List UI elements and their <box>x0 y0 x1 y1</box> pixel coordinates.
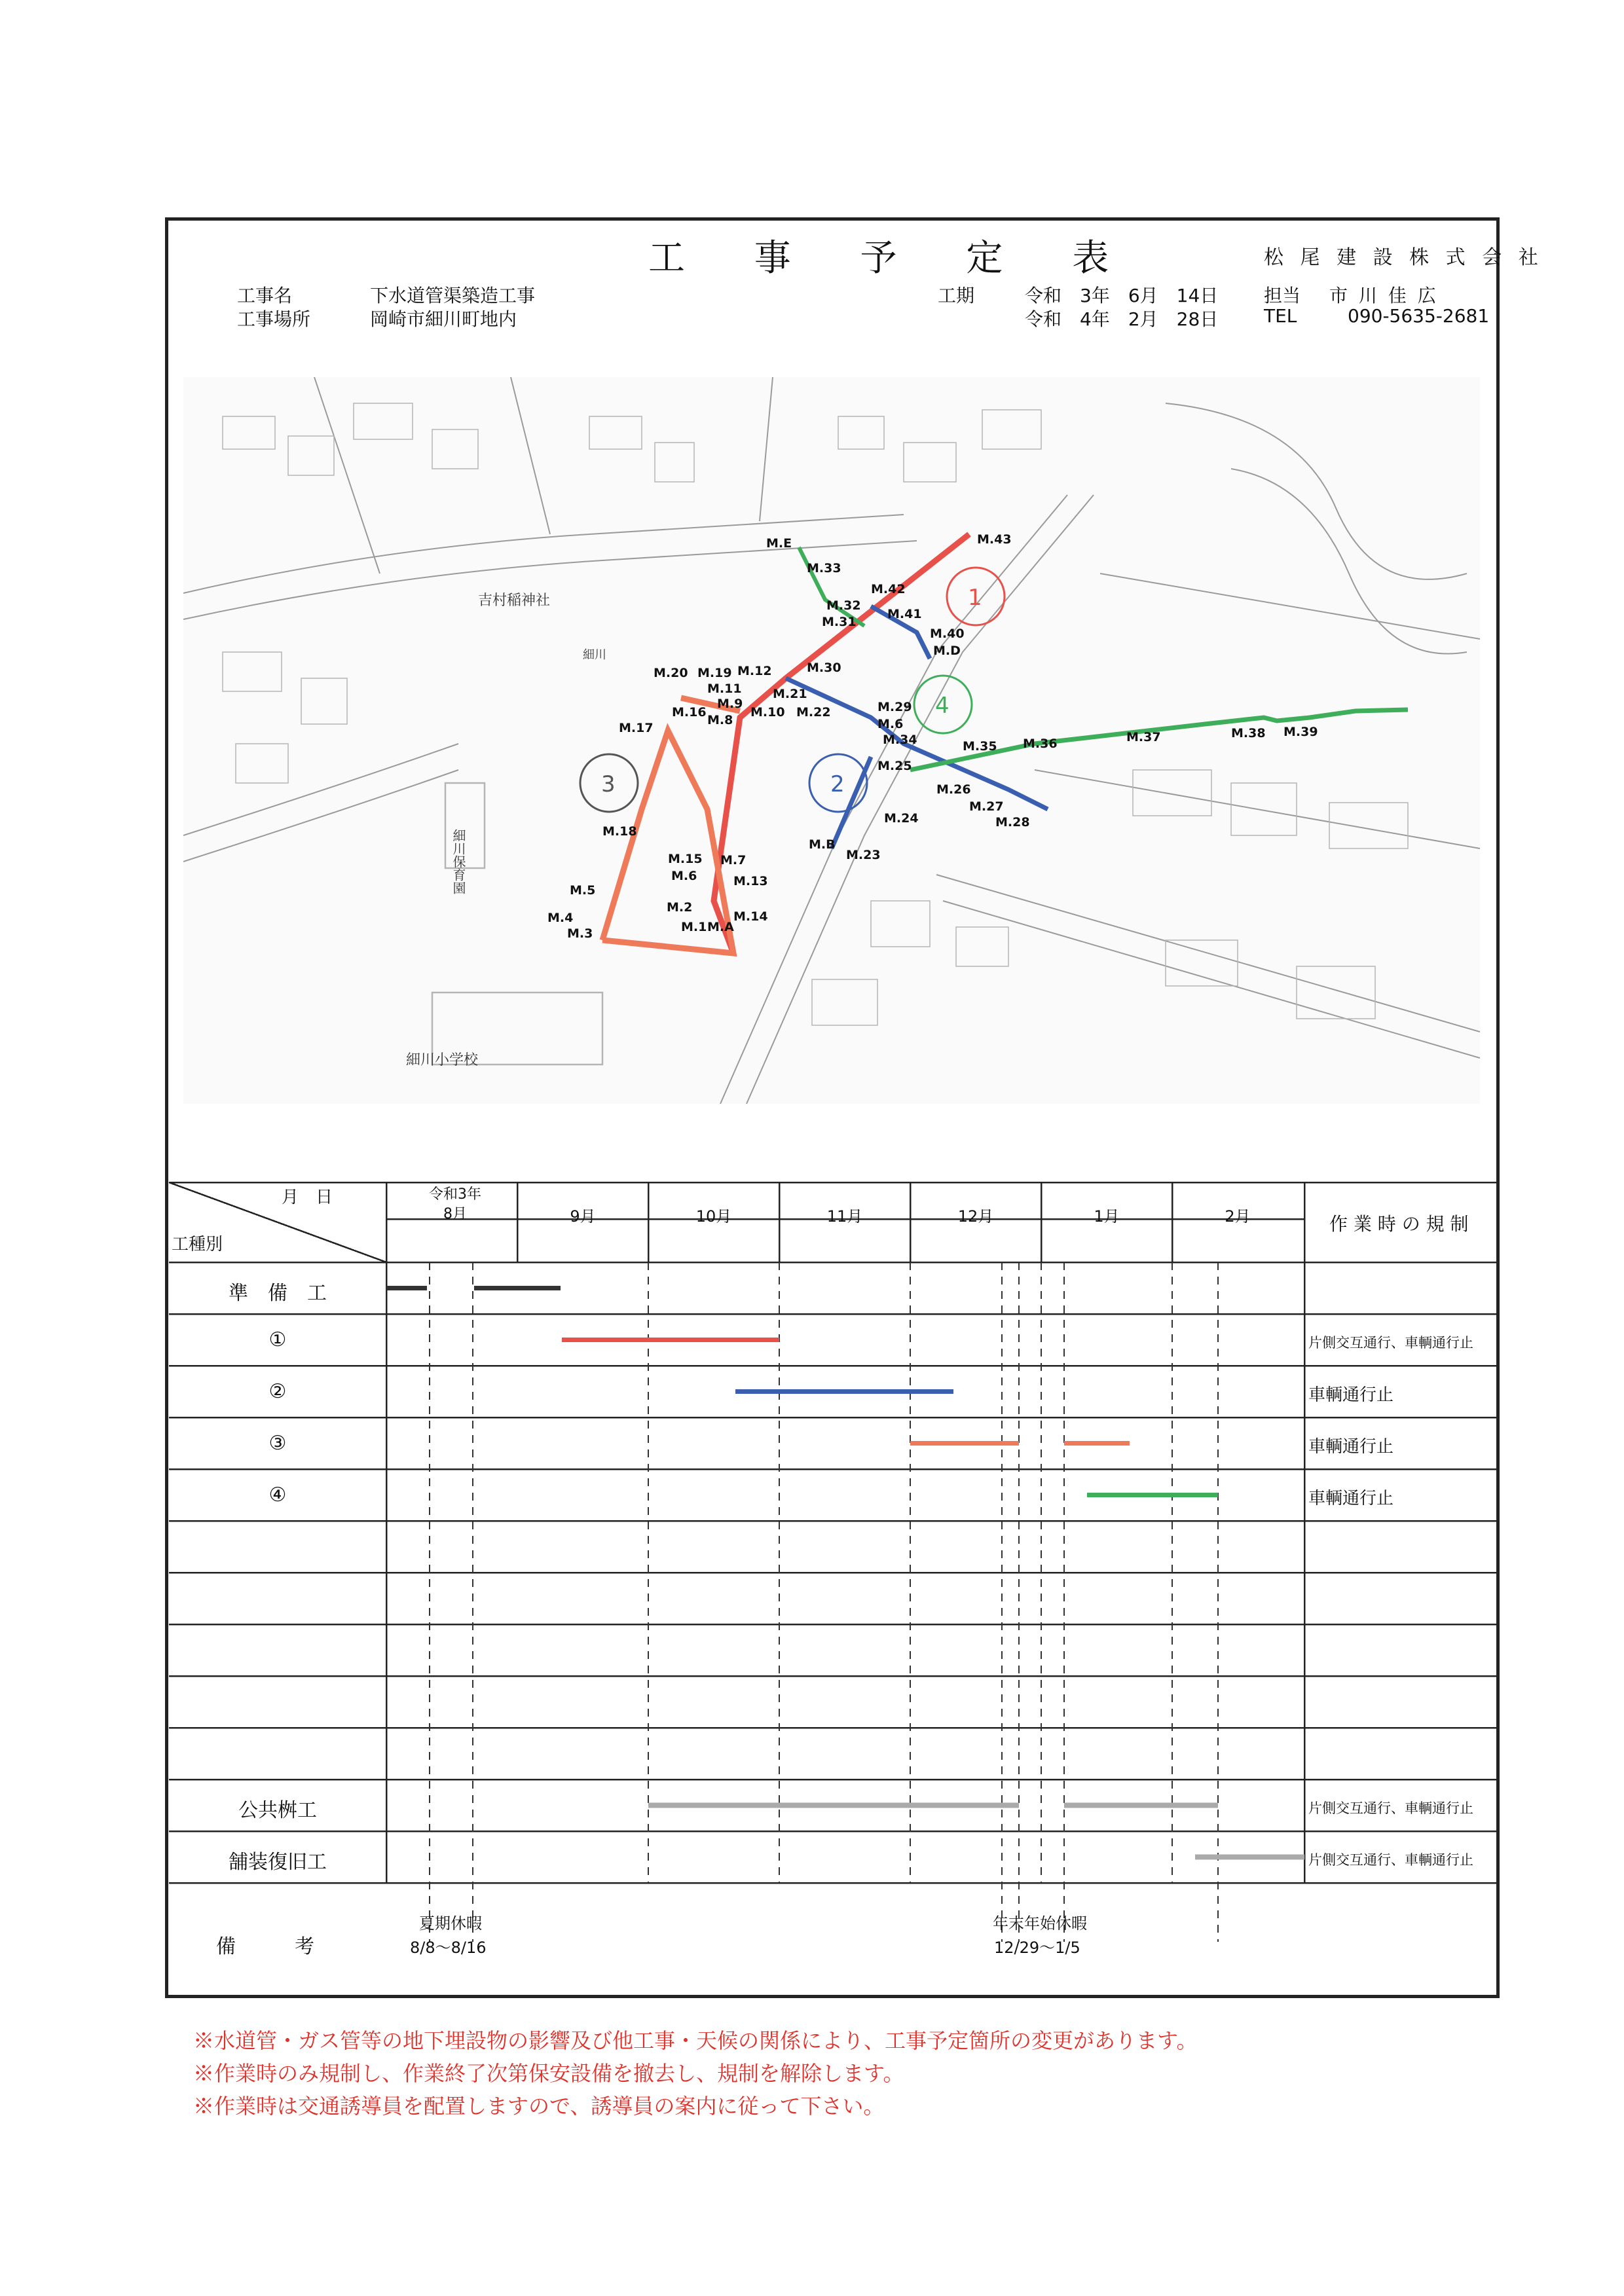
manhole-label: M.31 <box>822 615 857 629</box>
manhole-label: M.25 <box>877 759 912 773</box>
manhole-label: M.23 <box>846 848 881 862</box>
company-name: 松 尾 建 設 株 式 会 社 <box>1264 246 1543 269</box>
note-2: ※作業時のみ規制し、作業終了次第保安設備を撤去し、規制を解除します。 <box>193 2061 904 2086</box>
header-rules: 作 業 時 の 規 制 <box>1329 1213 1469 1235</box>
manhole-label: M.21 <box>773 687 807 701</box>
remark-newyear-dates: 12/29～1/5 <box>994 1939 1080 1957</box>
row-label: 準 備 工 <box>229 1282 327 1305</box>
manhole-label: M.4 <box>547 911 574 925</box>
manhole-label: M.40 <box>930 627 965 641</box>
manhole-label: M.10 <box>750 705 785 720</box>
remark-summer-dates: 8/8～8/16 <box>410 1939 487 1957</box>
manhole-label: M.33 <box>807 561 841 575</box>
month-label: 12月 <box>957 1207 994 1226</box>
manhole-label: M.17 <box>619 721 654 735</box>
row-label: ② <box>268 1380 287 1403</box>
contact-name: 市 川 佳 広 <box>1329 285 1439 306</box>
row-rule: 車輌通行止 <box>1308 1437 1394 1457</box>
month-aug: 令和3年 8月 <box>429 1186 481 1222</box>
contact-label: 担当 <box>1264 285 1301 306</box>
row-label: ④ <box>268 1484 287 1506</box>
manhole-label: M.6 <box>877 717 904 731</box>
row-rule: 片側交互通行、車輌通行止 <box>1308 1335 1473 1351</box>
manhole-label: M.38 <box>1231 726 1266 740</box>
manhole-label: M.16 <box>672 705 707 720</box>
site: 岡崎市細川町地内 <box>370 308 517 330</box>
manhole-label: M.29 <box>877 700 912 714</box>
place-shrine: 吉村稲神社 <box>478 592 551 609</box>
page-title: 工 事 予 定 表 <box>648 237 1138 280</box>
row-label: ① <box>268 1328 287 1351</box>
manhole-label: M.8 <box>707 713 733 727</box>
row-rule: 車輌通行止 <box>1308 1489 1394 1508</box>
manhole-label: M.24 <box>884 811 919 826</box>
svg-text:2: 2 <box>830 771 845 797</box>
place-hosokawa: 細川 <box>583 648 606 662</box>
manhole-label: M.A <box>707 920 734 934</box>
row-label: 舗装復旧工 <box>229 1851 327 1874</box>
manhole-label: M.7 <box>720 853 747 867</box>
tel: 090-5635-2681 <box>1348 305 1490 327</box>
manhole-label: M.2 <box>667 900 693 915</box>
manhole-label: M.11 <box>707 682 742 696</box>
manhole-label: M.27 <box>969 799 1004 814</box>
svg-text:4: 4 <box>935 693 950 719</box>
manhole-label: M.9 <box>717 697 743 711</box>
work-name-label: 工事名 <box>237 285 293 306</box>
manhole-label: M.15 <box>668 852 703 866</box>
manhole-label: M.36 <box>1023 737 1058 751</box>
manhole-label: M.41 <box>887 607 922 621</box>
manhole-label: M.22 <box>796 705 831 720</box>
tel-label: TEL <box>1264 305 1297 327</box>
manhole-label: M.35 <box>963 739 997 754</box>
place-nursery: 細川保育園 <box>451 829 466 894</box>
month-label: 11月 <box>826 1207 863 1226</box>
manhole-label: M.26 <box>936 782 971 797</box>
manhole-label: M.1 <box>681 920 707 934</box>
row-label: 公共桝工 <box>238 1799 317 1822</box>
remark-summer: 夏期休暇 <box>419 1914 482 1933</box>
manhole-label: M.13 <box>733 874 768 888</box>
note-1: ※水道管・ガス管等の地下埋設物の影響及び他工事・天候の関係により、工事予定箇所の変更があります。 <box>193 2028 1198 2053</box>
month-label: 9月 <box>570 1207 596 1226</box>
period-end: 令和 4年 2月 28日 <box>1025 308 1219 330</box>
remark-newyear: 年末年始休暇 <box>993 1914 1087 1933</box>
manhole-label: M.43 <box>977 532 1012 547</box>
manhole-label: M.B <box>809 837 836 852</box>
svg-text:3: 3 <box>601 771 616 797</box>
month-label: 2月 <box>1225 1207 1251 1226</box>
period-label: 工期 <box>938 285 975 306</box>
manhole-label: M.37 <box>1126 730 1161 744</box>
month-label: 1月 <box>1094 1207 1120 1226</box>
site-label: 工事場所 <box>237 308 311 330</box>
work-name: 下水道管渠築造工事 <box>370 285 536 306</box>
place-school: 細川小学校 <box>406 1052 479 1068</box>
row-rule: 片側交互通行、車輌通行止 <box>1308 1852 1473 1868</box>
manhole-label: M.42 <box>871 582 906 596</box>
manhole-label: M.32 <box>826 598 861 613</box>
header-date: 月 日 <box>282 1188 333 1207</box>
note-3: ※作業時は交通誘導員を配置しますので、誘導員の案内に従って下さい。 <box>193 2094 885 2119</box>
manhole-label: M.39 <box>1283 725 1318 739</box>
manhole-label: M.3 <box>567 926 593 941</box>
month-label: 10月 <box>695 1207 732 1226</box>
period-start: 令和 3年 6月 14日 <box>1025 285 1219 306</box>
manhole-label: M.30 <box>807 661 841 675</box>
row-label: ③ <box>268 1432 287 1455</box>
manhole-label: M.14 <box>733 909 768 924</box>
manhole-label: M.6 <box>671 869 697 883</box>
row-rule: 車輌通行止 <box>1308 1385 1394 1405</box>
manhole-label: M.12 <box>737 664 772 678</box>
manhole-label: M.D <box>933 644 961 658</box>
remarks-label: 備 考 <box>216 1935 314 1958</box>
row-rule: 片側交互通行、車輌通行止 <box>1308 1800 1473 1816</box>
manhole-label: M.34 <box>883 733 917 747</box>
manhole-label: M.18 <box>602 824 637 839</box>
svg-text:1: 1 <box>968 585 982 611</box>
header-type: 工種別 <box>172 1235 223 1254</box>
manhole-label: M.28 <box>995 815 1030 829</box>
manhole-label: M.E <box>766 536 792 551</box>
manhole-label: M.5 <box>570 883 596 898</box>
manhole-label: M.19 <box>697 666 732 680</box>
manhole-label: M.20 <box>654 666 688 680</box>
